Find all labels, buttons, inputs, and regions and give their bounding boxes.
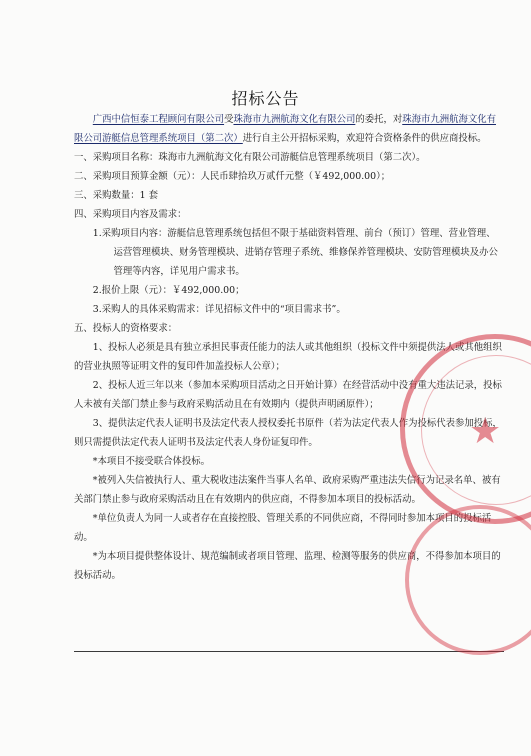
note-no-consortium: *本项目不接受联合体投标。 (92, 456, 210, 467)
item-quantity: 三、采购数量：1 套 (74, 190, 158, 201)
intro-paragraph (74, 110, 504, 148)
requirement-specific: 3.采购人的具体采购需求：详见招标文件中的“项目需求书”。 (92, 304, 346, 315)
item-content-heading: 四、采购项目内容及需求： (74, 209, 187, 220)
page-title: 招标公告 (231, 89, 300, 108)
note-dishonest-list: *被列入失信被执行人、重大税收违法案件当事人名单、政府采购严重违法失信行为记录名单、被有关部门禁止参与政府采购活动且在有效期内的供应商，不得参加本项目的投标活动。 (74, 475, 501, 505)
footer-divider (74, 651, 504, 652)
item-budget: 二、采购项目预算金额（元）：人民币肆拾玖万贰仟元整（￥492,000.00）； (74, 171, 391, 182)
note-design-service: *为本项目提供整体设计、规范编制或者项目管理、监理、检测等服务的供应商，不得参加本项目的投标活动。 (74, 551, 501, 581)
note-same-responsible: *单位负责人为同一人或者存在直接控股、管理关系的不同供应商，不得同时参加本项目的投标活动。 (74, 513, 492, 543)
qualification-3: 3、提供法定代表人证明书及法定代表人授权委托书原件（若为法定代表人作为投标代表参加投标，则只需提供法定代表人证明书及法定代表人身份证复印件。 (74, 418, 502, 448)
item-project-name: 一、采购项目名称：珠海市九洲航海文化有限公司游艇信息管理系统项目（第二次）。 (74, 152, 426, 163)
seal-star-icon: ★ (469, 411, 502, 452)
agency-name: 广西中信恒泰工程顾问有限公司 (92, 114, 225, 125)
intro-text-1: 受 (224, 114, 234, 125)
intro-text-2: 的委托，对 (355, 114, 403, 125)
qualification-heading: 五、投标人的资格要求： (74, 323, 178, 334)
project-name: 珠海市九洲航海文化有限公司游艇信息管理系统项目（第二次） (74, 114, 496, 144)
document-body (74, 110, 504, 585)
requirement-price-cap: 2.报价上限（元）：￥492,000.00； (92, 285, 245, 296)
purchaser-name: 珠海市九洲航海文化有限公司 (233, 114, 356, 125)
requirement-content: 1.采购项目内容：游艇信息管理系统包括但不限于基础资料管理、前台（预订）管理、营业管理、运营管理模块、财务管理模块、进销存管理子系统、维修保养管理模块、安防管理模块及办公管理等内容，详见用户需求书。 (92, 228, 498, 277)
qualification-2: 2、投标人近三年以来（参加本采购项目活动之日开始计算）在经营活动中没有重大违法记录，投标人未被有关部门禁止参与政府采购活动且在有效期内（提供声明函原件）； (74, 380, 502, 410)
qualification-1: 1、投标人必须是具有独立承担民事责任能力的法人或其他组织（投标文件中须提供法人或其他组织的营业执照等证明文件的复印件加盖投标人公章）； (74, 342, 502, 372)
intro-text-3: 进行自主公开招标采购，欢迎符合资格条件的供应商投标。 (242, 133, 487, 144)
